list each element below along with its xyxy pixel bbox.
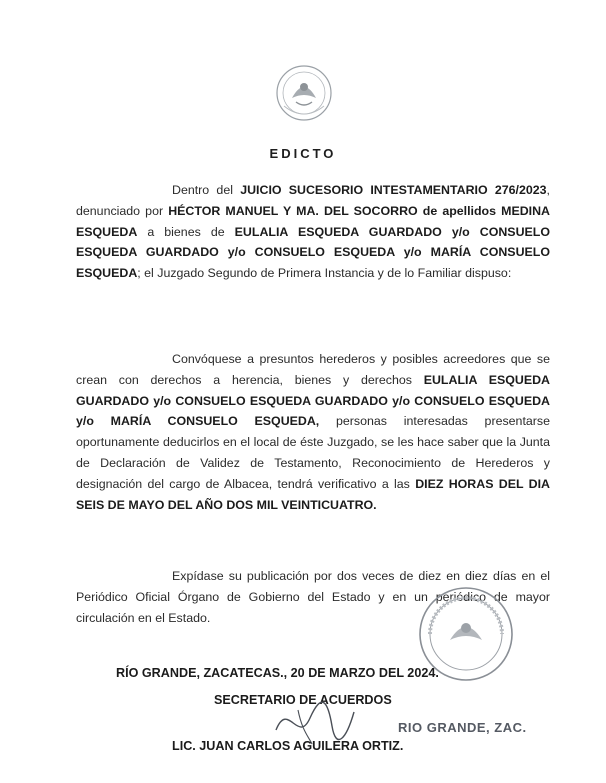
deceased-names: EULALIA ESQUEDA GUARDADO y/o CONSUELO ESQUEDA GUARDADO y/o CONSUELO ESQUEDA y/o MARÍA CONSUELO ESQUEDA — [76, 224, 550, 281]
paragraph-publication: Expídase su publicación por dos veces de diez en diez días en el Periódico Oficial Órgano de Gobierno del Estado y en un periódico de mayor circulación en el Estado. — [76, 569, 550, 625]
p1-text-1: , denunciado por — [76, 183, 550, 218]
paragraph-case — [76, 180, 550, 284]
p2-text-1: Convóquese a presuntos herederos y posibles acreedores que se crean con derechos a herencia, bienes y derechos — [76, 352, 550, 387]
coat-of-arms-icon — [272, 62, 336, 124]
p2-text-2: personas interesadas presentarse oportunamente deducirlos en el local de éste Juzgado, se les hace saber que la Junta de Declaración de Validez de Testamento, Reconocimiento de Herederos y designación del cargo de Albacea, tendrá verificativo a las — [76, 414, 550, 491]
place-and-date: RÍO GRANDE, ZACATECAS., 20 DE MARZO DEL 2024. — [116, 666, 439, 680]
claimants: HÉCTOR MANUEL Y MA. DEL SOCORRO de apellidos MEDINA ESQUEDA — [76, 203, 550, 239]
paragraph-summons — [76, 349, 550, 515]
deceased-names-2: EULALIA ESQUEDA GUARDADO y/o CONSUELO ESQUEDA GUARDADO y/o CONSUELO ESQUEDA y/o MARÍA CONSUELO ESQUEDA, — [76, 372, 551, 429]
signer-name: LIC. JUAN CARLOS AGUILERA ORTIZ. — [172, 739, 404, 753]
case-number: JUICIO SUCESORIO INTESTAMENTARIO 276/2023 — [240, 183, 547, 197]
p1-lead: Dentro del — [172, 183, 241, 197]
hearing-datetime: DIEZ HORAS DEL DIA SEIS DE MAYO DEL AÑO DOS MIL VEINTICUATRO. — [76, 476, 550, 512]
secretary-title: SECRETARIO DE ACUERDOS — [214, 693, 392, 707]
p1-text-3: ; el Juzgado Segundo de Primera Instancia y de lo Familiar dispuso: — [137, 266, 512, 281]
document-title: EDICTO — [269, 146, 337, 161]
p1-text-2: a bienes de — [137, 224, 235, 239]
city-stamp-text: RIO GRANDE, ZAC. — [398, 720, 527, 735]
